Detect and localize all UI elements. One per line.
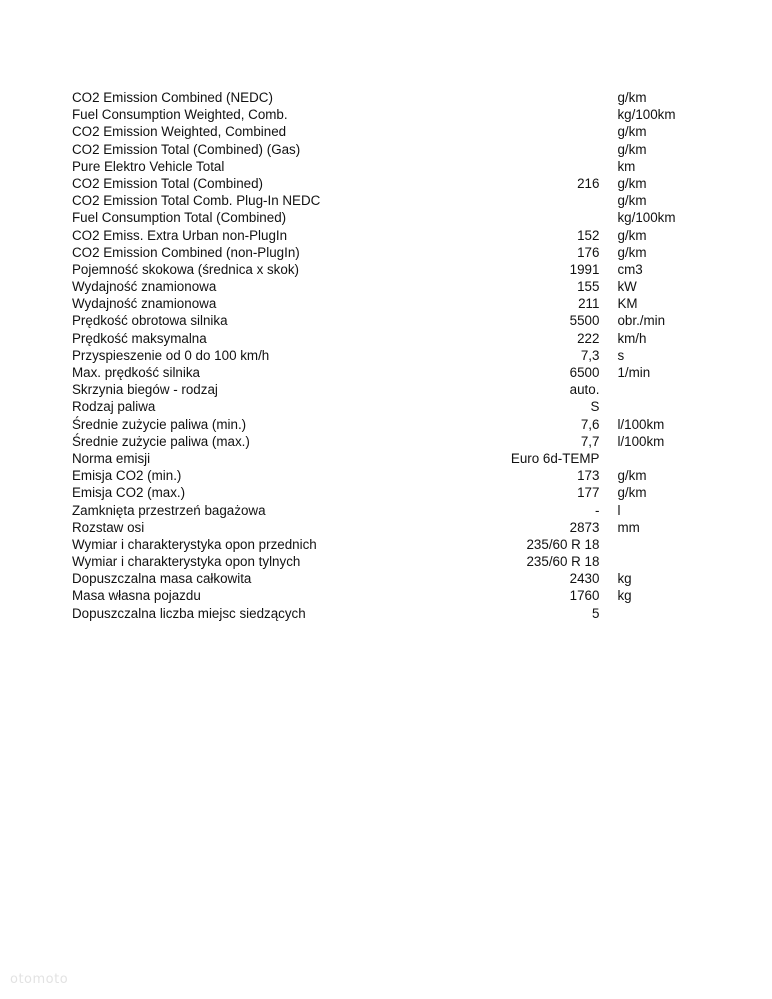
spec-row — [72, 175, 712, 192]
spec-unit: g/km — [617, 468, 647, 484]
spec-value: 173 — [577, 468, 600, 484]
spec-unit — [599, 450, 712, 467]
spec-unit: l — [617, 502, 621, 518]
spec-label: Średnie zużycie paliwa (min.) — [72, 416, 247, 432]
spec-table — [72, 89, 712, 622]
spec-value: 2430 — [569, 571, 600, 587]
spec-row — [72, 484, 712, 501]
spec-row — [72, 106, 712, 123]
spec-label: Emisja CO2 (max.) — [72, 485, 186, 501]
spec-row — [72, 261, 712, 278]
spec-row — [72, 89, 712, 106]
spec-value: 176 — [577, 244, 600, 260]
spec-label: Norma emisji — [72, 450, 151, 466]
spec-unit: obr./min — [617, 313, 666, 329]
spec-row — [72, 209, 712, 226]
spec-value: 7,7 — [580, 433, 600, 449]
spec-label: Wymiar i charakterystyka opon przednich — [72, 536, 317, 552]
spec-unit: g/km — [617, 193, 647, 209]
spec-value: 211 — [578, 296, 600, 312]
spec-value: - — [594, 502, 600, 518]
spec-label: CO2 Emission Weighted, Combined — [72, 124, 287, 140]
spec-row — [72, 553, 712, 570]
spec-label: Masa własna pojazdu — [72, 588, 201, 604]
spec-unit: kg/100km — [617, 210, 676, 226]
spec-row — [72, 123, 712, 140]
spec-unit: g/km — [617, 244, 647, 260]
spec-unit: kW — [617, 279, 637, 295]
spec-label: CO2 Emission Total (Combined) (Gas) — [72, 141, 301, 157]
spec-row — [72, 398, 712, 415]
spec-label: Zamknięta przestrzeń bagażowa — [72, 502, 266, 518]
spec-unit: g/km — [617, 485, 647, 501]
spec-value: 235/60 R 18 — [526, 536, 600, 552]
spec-unit: mm — [617, 519, 640, 535]
spec-row — [72, 244, 712, 261]
spec-unit: KM — [617, 296, 638, 312]
spec-row — [72, 450, 712, 467]
spec-label: Średnie zużycie paliwa (max.) — [72, 433, 250, 449]
spec-value: Euro 6d-TEMP — [510, 450, 600, 466]
spec-label: Pure Elektro Vehicle Total — [72, 158, 225, 174]
spec-value — [510, 209, 600, 226]
spec-row — [72, 502, 712, 519]
spec-value — [510, 192, 600, 209]
spec-row — [72, 347, 712, 364]
spec-label: CO2 Emission Combined (non-PlugIn) — [72, 244, 300, 260]
spec-unit: g/km — [617, 175, 647, 191]
watermark: otomoto — [10, 972, 69, 987]
spec-value: 7,3 — [580, 347, 600, 363]
spec-value: 6500 — [569, 365, 600, 380]
spec-label: Przyspieszenie od 0 do 100 km/h — [72, 347, 270, 363]
spec-row — [72, 433, 712, 450]
spec-row — [72, 364, 712, 381]
spec-unit: kg/100km — [617, 107, 676, 123]
spec-label: Skrzynia biegów - rodzaj — [72, 382, 218, 398]
spec-value: 5500 — [569, 313, 600, 329]
spec-value: 222 — [577, 330, 600, 346]
spec-row — [72, 192, 712, 209]
spec-unit: g/km — [617, 90, 647, 105]
spec-label: CO2 Emiss. Extra Urban non-PlugIn — [72, 227, 288, 243]
spec-unit: 1/min — [617, 365, 651, 380]
spec-label: Pojemność skokowa (średnica x skok) — [72, 261, 299, 277]
spec-label: Dopuszczalna masa całkowita — [72, 571, 252, 587]
spec-value — [510, 89, 600, 106]
spec-value: 2873 — [569, 519, 600, 535]
spec-label: Fuel Consumption Total (Combined) — [72, 210, 287, 226]
spec-value: 177 — [577, 485, 600, 501]
spec-value: 155 — [577, 279, 600, 295]
spec-unit — [599, 381, 712, 398]
spec-row — [72, 467, 712, 484]
spec-row — [72, 312, 712, 329]
spec-label: Emisja CO2 (min.) — [72, 468, 182, 484]
spec-row — [72, 381, 712, 398]
spec-unit: g/km — [617, 124, 647, 140]
spec-unit: g/km — [617, 141, 647, 157]
spec-label: Wydajność znamionowa — [72, 279, 217, 295]
spec-label: Wydajność znamionowa — [72, 296, 217, 312]
spec-value: 7,6 — [580, 416, 600, 432]
spec-unit — [599, 605, 712, 622]
spec-value: S — [590, 399, 600, 415]
spec-label: Fuel Consumption Weighted, Comb. — [72, 107, 288, 123]
spec-unit: s — [617, 347, 625, 363]
spec-row — [72, 158, 712, 175]
spec-label: Wymiar i charakterystyka opon tylnych — [72, 554, 301, 570]
spec-unit: km/h — [617, 330, 647, 346]
spec-unit: g/km — [617, 227, 647, 243]
spec-row — [72, 295, 712, 312]
spec-unit — [599, 536, 712, 553]
spec-value: 5 — [592, 605, 600, 621]
spec-row — [72, 536, 712, 553]
spec-value — [510, 106, 600, 123]
spec-label: Rozstaw osi — [72, 519, 145, 535]
spec-label: Prędkość obrotowa silnika — [72, 313, 228, 329]
spec-unit — [599, 553, 712, 570]
spec-label: Dopuszczalna liczba miejsc siedzących — [72, 605, 306, 621]
spec-row — [72, 278, 712, 295]
spec-unit: kg — [617, 571, 632, 587]
spec-row — [72, 141, 712, 158]
spec-label: CO2 Emission Combined (NEDC) — [72, 90, 273, 105]
spec-unit — [599, 398, 712, 415]
spec-unit: l/100km — [617, 416, 665, 432]
spec-unit: km — [617, 158, 636, 174]
spec-unit: l/100km — [617, 433, 665, 449]
spec-row — [72, 570, 712, 587]
spec-value: 1991 — [569, 261, 600, 277]
spec-row — [72, 416, 712, 433]
spec-unit: cm3 — [617, 261, 643, 277]
spec-value: auto. — [569, 382, 600, 398]
spec-label: CO2 Emission Total (Combined) — [72, 175, 264, 191]
spec-unit: kg — [617, 588, 632, 604]
spec-label: Max. prędkość silnika — [72, 365, 201, 380]
spec-value — [510, 123, 600, 140]
spec-row — [72, 330, 712, 347]
spec-row — [72, 587, 712, 604]
spec-value: 235/60 R 18 — [526, 554, 600, 570]
spec-label: Prędkość maksymalna — [72, 330, 207, 346]
spec-label: CO2 Emission Total Comb. Plug-In NEDC — [72, 193, 321, 209]
spec-row — [72, 519, 712, 536]
spec-value: 152 — [577, 227, 600, 243]
spec-label: Rodzaj paliwa — [72, 399, 156, 415]
spec-value — [510, 141, 600, 158]
spec-row — [72, 227, 712, 244]
spec-row — [72, 605, 712, 622]
spec-value: 216 — [577, 175, 600, 191]
spec-value: 1760 — [569, 588, 600, 604]
spec-value — [510, 158, 600, 175]
